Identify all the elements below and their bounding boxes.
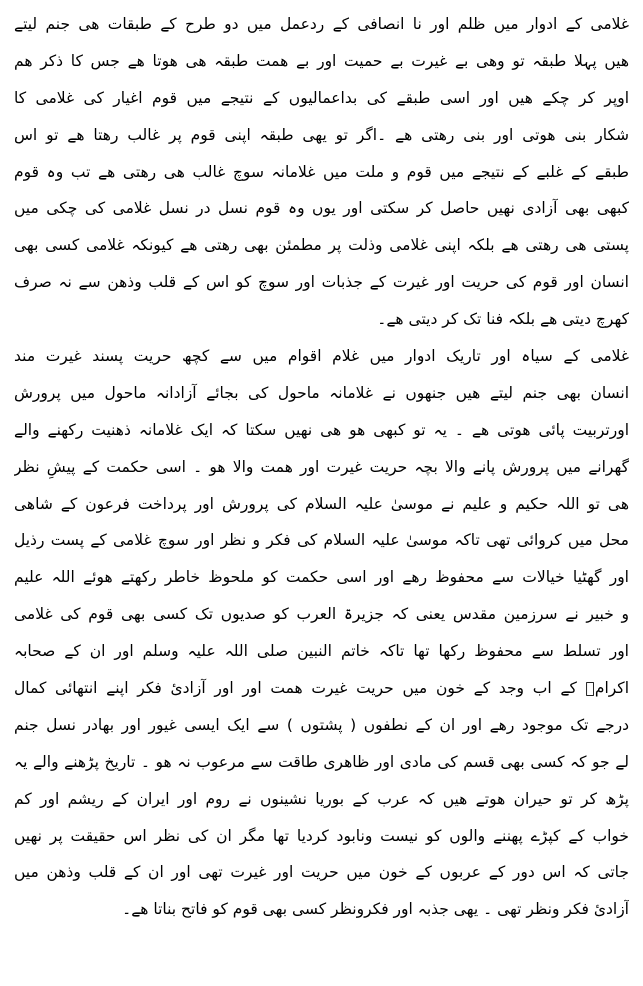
text-line: کھرچ دیتی ھے بلکہ فنا تک کر دیتی ھے۔ xyxy=(377,310,629,329)
text-line: غلامی کے سیاہ اور تاریک ادوار میں غلام اقوام میں سے کچھ حریت پسند غیرت مند xyxy=(14,347,629,366)
text-line: آزادیٔ فکر ونظر تھی ۔ یھی جذبہ اور فکرونظر کسی بھی قوم کو فاتح بناتا ھے۔ xyxy=(122,900,629,919)
text-line: طبقے کے غلبے کے نتیجے میں قوم و ملت میں غلامانہ سوچ غالب ھی رھتی ھے تب وہ قوم xyxy=(14,162,629,181)
text-line: اورتربیت پائی ھوتی ھے ۔ یہ تو کبھی ھو ھی نھیں سکتا کہ ایک غلامانہ ذھنیت رکھنے والے xyxy=(14,420,629,439)
text-line: پستی ھی رھتی ھے بلکہ اپنی غلامی وذلت پر مطمئن بھی رھتی ھے کیونکہ غلامی کسی بھی xyxy=(14,236,629,255)
text-line: محل میں کروائی تھی تاکہ موسیٰ علیہ السلام کی فکر و نظر اور سوچ غلامی کے پست رذیل xyxy=(14,531,629,550)
text-line: پڑھ کر تو حیران ھوتے ھیں کہ عرب کے بوریا نشینوں نے روم اور ایران کے ریشم اور کم xyxy=(14,789,629,808)
text-line: اور تسلط سے محفوظ رکھا تھا تاکہ خاتم النبین صلی اللہ علیہ وسلم اور ان کے صحابہ xyxy=(14,642,629,661)
text-line: جاتی کہ اس دور کے عربوں کے خون میں حریت اور غیرت تھی اور ان کے قلب وذھن میں xyxy=(14,863,629,882)
text-line: اکرامؓ کے اب وجد کے خون میں حریت غیرت ھمت اور اور آزادیٔ فکر اپنے انتھائی کمال xyxy=(14,679,629,698)
paragraph-2 xyxy=(14,338,629,928)
text-line: اوپر کر چکے ھیں اور اسی طبقے کی بداعمالیوں کے نتیجے میں قوم اغیار کی غلامی کا xyxy=(14,88,629,107)
text-line: شکار بنی ھوتی اور بنی رھتی ھے ۔اگر تو یھی طبقہ اپنی قوم پر غالب رھتا ھے تو اس xyxy=(14,125,629,144)
text-line: کبھی بھی آزادی نھیں حاصل کر سکتی اور یوں وہ قوم نسل در نسل غلامی کی چکی میں xyxy=(14,199,629,218)
text-line: غلامی کے ادوار میں ظلم اور نا انصافی کے ردعمل میں دو طرح کے طبقات ھی جنم لیتے xyxy=(14,15,629,33)
text-line: و خبیر نے سرزمین مقدس یعنی کہ جزیرۃ العرب کو صدیوں تک کسی بھی قوم کی غلامی xyxy=(14,605,629,624)
text-line: گھرانے میں پرورش پانے والا بچہ حریت غیرت اور ھمت والا ھو ۔ اسی حکمت کے پیشِ نظر xyxy=(14,457,629,476)
paragraph-1 xyxy=(14,6,629,338)
text-line: لے جو کہ کسی بھی قسم کی مادی اور ظاھری طاقت سے مرعوب نہ ھو ۔ تاریخ پڑھنے والے یہ xyxy=(14,752,629,771)
text-line: اور گھٹیا خیالات سے محفوظ رھے اور اسی حکمت کو ملحوظ خاطر رکھتے ھوئے اللہ علیم xyxy=(14,568,629,587)
text-line: درجے تک موجود رھے اور ان کے نطفوں ( پشتوں ) سے ایک ایسی غیور اور بھادر نسل جنم xyxy=(14,715,629,734)
text-line: ھیں پہلا طبقہ تو وھی بے غیرت بے حمیت اور بے ھمت طبقہ ھی ھوتا ھے جس کا ذکر ھم xyxy=(14,51,629,70)
text-line: انسان بھی جنم لیتے ھیں جنھوں نے غلامانہ ماحول کی بجائے آزادانہ ماحول میں پرورش xyxy=(14,383,629,402)
text-line: خواب کے کپڑے پھننے والوں کو نیست ونابود کردیا تھا مگر ان کی نظر اس حقیقت پر نھیں xyxy=(14,826,629,845)
text-line: انسان اور قوم کی حریت اور غیرت کے جذبات اور سوچ کو اس کے قلب وذھن سے نہ صرف xyxy=(14,273,629,292)
text-line: ھی تو اللہ حکیم و علیم نے موسیٰ علیہ السلام کی پرورش اور پرداخت فرعون کے شاھی xyxy=(14,494,629,513)
